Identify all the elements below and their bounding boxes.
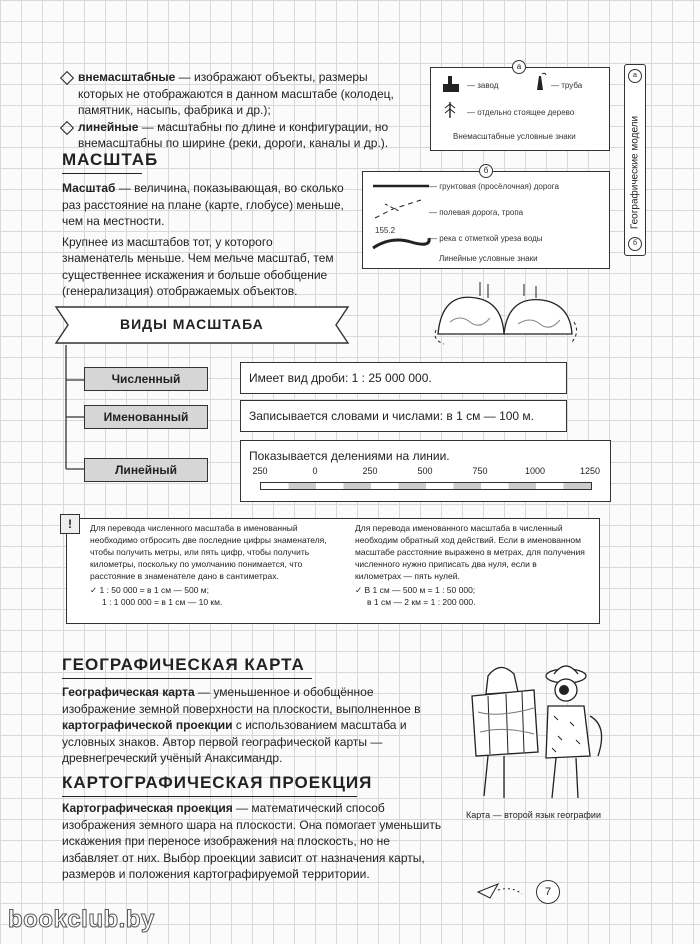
map-definition: Географическая карта — уменьшенное и обобщённое изображение земной поверхности на плоскости, выполненное в картографической проекции с использованием масштаба и условных знаков. Автор первой географической карты — древнегреческий учёный Анаксимандр. xyxy=(62,685,421,765)
legend-nonscale-signs: — завод — труба — отдельно стоящее дерево Внемасштабные условные знаки xyxy=(430,67,610,151)
legend-badge: б xyxy=(479,164,493,178)
scale-tick-label: 250 xyxy=(362,466,378,476)
linear-scale xyxy=(240,466,601,496)
illustration-caption: Карта — второй язык географии xyxy=(466,810,601,820)
scale-tick-label: 1250 xyxy=(579,466,601,476)
scale-definition: Масштаб — величина, показывающая, во сколько раз расстояние на плане (карте, глобусе) меньше, чем на местности. Крупнее из масштабов тот, у которого знаменатель меньше. Чем мельче масштаб, тем существеннее искажения и больше обобщение (генерализация) отображаемых объектов. xyxy=(62,181,344,298)
scale-tick-label: 1000 xyxy=(524,466,546,476)
scale-tick-label: 250 xyxy=(252,466,268,476)
watermark: bookclub.by xyxy=(8,906,155,933)
scale-type-description: Имеет вид дроби: 1 : 25 000 000. xyxy=(240,362,567,394)
bullet-list xyxy=(62,69,407,152)
sidebar-label: Географические модели xyxy=(629,115,641,230)
river-icon xyxy=(371,230,431,252)
scale-tick-label: 750 xyxy=(472,466,488,476)
legend-badge: а xyxy=(512,60,526,74)
legend-linear-signs: — грунтовая (просёлочная) дорога — полевая дорога, тропа 155.2 — река с отметкой уреза воды Линейные условные знаки xyxy=(362,171,610,269)
scale-tick-label: 0 xyxy=(312,466,318,476)
scale-type-label: Численный xyxy=(84,367,208,391)
section-heading-scale: МАСШТАБ xyxy=(62,150,159,169)
bullet-item: линейные — масштабны по длине и конфигурации, но внемасштабны по ширине (реки, дороги, каналы и др.). xyxy=(62,119,407,152)
paper-plane-icon xyxy=(476,880,536,902)
sidebar-badge: а xyxy=(628,69,642,83)
sidebar-badge: б xyxy=(628,237,642,251)
page-number: 7 xyxy=(536,880,560,904)
travelers-with-map-illustration xyxy=(458,656,618,806)
note-corner-icon: ! xyxy=(60,514,80,534)
chimney-icon xyxy=(533,72,547,92)
scale-tick-label: 500 xyxy=(417,466,433,476)
section-heading-map: ГЕОГРАФИЧЕСКАЯ КАРТА xyxy=(62,655,305,674)
scale-type-description: Показывается делениями на линии. xyxy=(240,440,611,502)
factory-icon xyxy=(441,74,463,94)
dirt-road-icon xyxy=(371,182,431,190)
note-right: Для перевода именованного масштаба в численный необходим обратный ход действий. Если в именованном масштабе расстояние выражено в метрах, для получения численного нужно приписать два нуля, если в километрах — пять нулей. ✓ В 1 см — 500 м = 1 : 50 000; в 1 см — 2 км = 1 : 200 000. xyxy=(355,523,585,607)
globe-halves-illustration xyxy=(432,282,582,354)
scale-bar xyxy=(260,482,592,490)
scale-type-description: Записывается словами и числами: в 1 см — 100 м. xyxy=(240,400,567,432)
section-heading-projection: КАРТОГРАФИЧЕСКАЯ ПРОЕКЦИЯ xyxy=(62,773,373,792)
diamond-bullet-icon xyxy=(60,71,74,85)
note-left: Для перевода численного масштаба в именованный необходимо отбросить две последние цифры знаменателя, чтобы получить метры, или пять цифр, чтобы получить километры, поскольку по умолчанию понимается, что расстояние в знаменателе дано в сантиметрах. ✓ 1 : 50 000 = в 1 см — 500 м; 1 : 1 000 000 = в 1 см — 10 км. xyxy=(90,523,327,607)
scale-type-label: Именованный xyxy=(84,405,208,429)
field-road-icon xyxy=(371,198,431,220)
diamond-bullet-icon xyxy=(60,120,74,134)
projection-definition: Картографическая проекция — математический способ изображения земного шара на плоскости. Она помогает уменьшить искажения при переносе изображения на плоскость, но не избавляет от них. Выбор проекции зависит от назначения карты, размеров и положения картографируемой территории. xyxy=(62,801,442,881)
sidebar-tab xyxy=(624,64,646,256)
bullet-item: внемасштабные — изображают объекты, размеры которых не отображаются в данном масштабе (колодец, памятник, насыпь, фабрика и др.); xyxy=(62,69,407,119)
tree-icon xyxy=(443,100,457,120)
types-title: ВИДЫ МАСШТАБА xyxy=(120,316,264,332)
scale-type-label: Линейный xyxy=(84,458,208,482)
